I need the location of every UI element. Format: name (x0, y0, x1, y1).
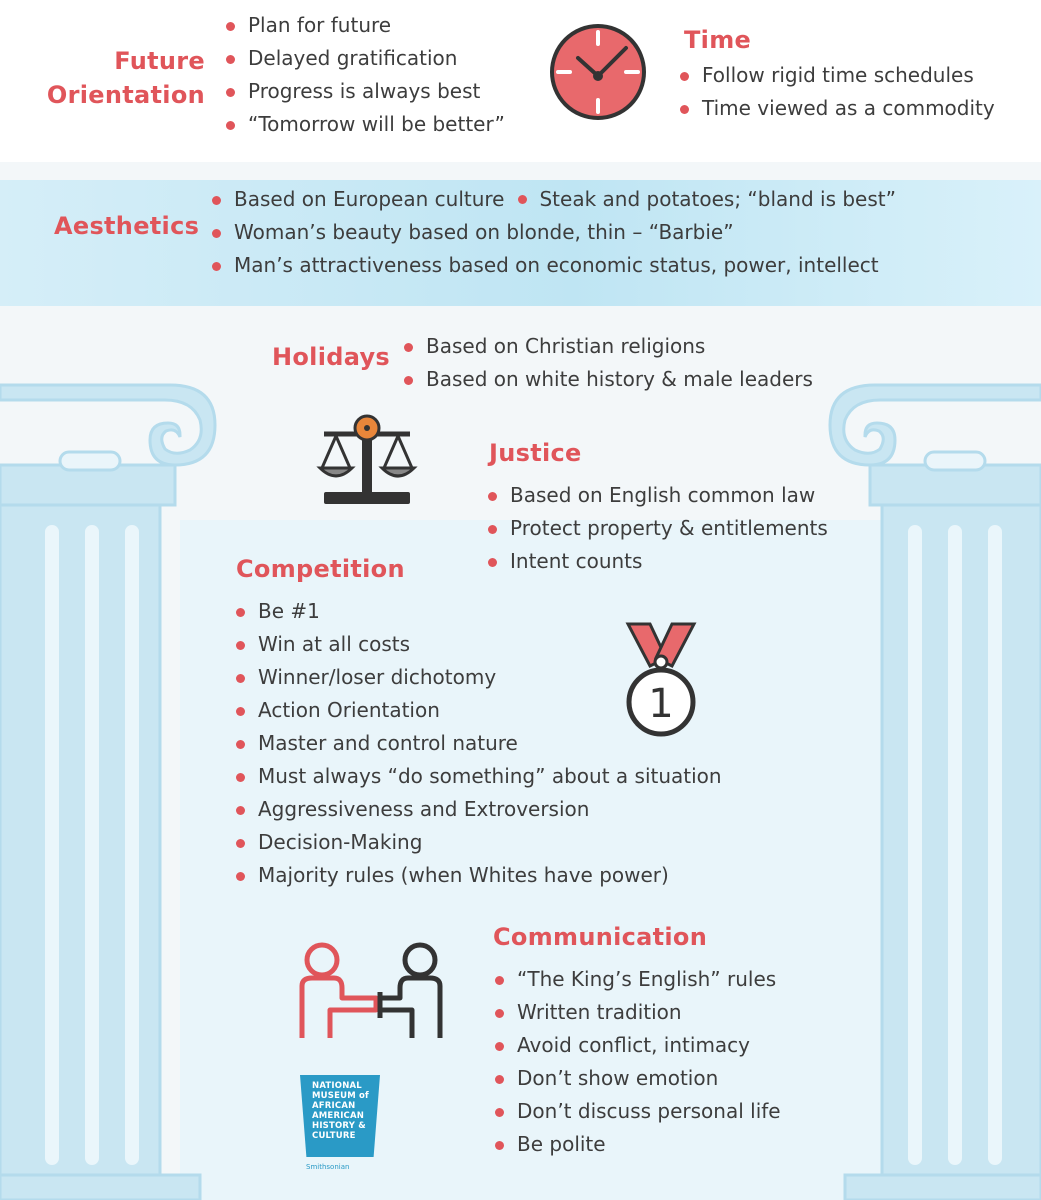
holidays-list (402, 330, 813, 396)
list-item: Based on Christian religions (402, 330, 813, 363)
aesthetics-item-1b: Steak and potatoes; “bland is best” (539, 187, 896, 211)
logo-line: CULTURE (312, 1131, 356, 1141)
communication-list (493, 963, 781, 1161)
list-item: Written tradition (493, 996, 781, 1029)
list-item: Aggressiveness and Extroversion (234, 793, 722, 826)
right-pillar-icon (820, 355, 1041, 1200)
medal-icon (620, 622, 702, 742)
list-item: Majority rules (when Whites have power) (234, 859, 722, 892)
list-item: Intent counts (486, 545, 828, 578)
list-item: Protect property & entitlements (486, 512, 828, 545)
aesthetics-item-1: Based on European culture (234, 187, 505, 211)
aesthetics-list (210, 183, 896, 282)
aesthetics-heading: Aesthetics (54, 212, 200, 240)
list-item: Follow rigid time schedules (678, 59, 995, 92)
future-orientation-title-line2: Orientation (46, 81, 205, 109)
list-item: Plan for future (224, 9, 505, 42)
left-pillar-icon (0, 355, 230, 1200)
list-item: Must always “do something” about a situation (234, 760, 722, 793)
scale-icon (316, 408, 420, 508)
logo-line: HISTORY & (312, 1121, 366, 1131)
list-item: Man’s attractiveness based on economic status, power, intellect (210, 249, 896, 282)
list-item: Be polite (493, 1128, 781, 1161)
logo-line: AFRICAN (312, 1101, 356, 1111)
list-item: Progress is always best (224, 75, 505, 108)
list-item: Woman’s beauty based on blonde, thin – “Barbie” (210, 216, 896, 249)
time-list (678, 59, 995, 125)
list-item: Decision-Making (234, 826, 722, 859)
logo-text (312, 1081, 369, 1141)
museum-logo (300, 1075, 388, 1175)
list-item (210, 183, 896, 216)
list-item: Master and control nature (234, 727, 722, 760)
justice-heading: Justice (489, 439, 582, 467)
future-orientation-list (224, 9, 505, 141)
list-item: Win at all costs (234, 628, 722, 661)
list-item: “The King’s English” rules (493, 963, 781, 996)
list-item: Don’t discuss personal life (493, 1095, 781, 1128)
justice-list (486, 479, 828, 578)
list-item: Based on white history & male leaders (402, 363, 813, 396)
logo-subtext: Smithsonian (306, 1163, 350, 1171)
medal-number: 1 (648, 681, 674, 727)
communication-heading: Communication (493, 923, 708, 951)
logo-line: AMERICAN (312, 1111, 365, 1121)
clock-icon (548, 22, 648, 122)
time-heading: Time (684, 26, 752, 54)
competition-heading: Competition (236, 555, 405, 583)
future-orientation-title-line1: Future (114, 47, 205, 75)
list-item: Winner/loser dichotomy (234, 661, 722, 694)
logo-line: NATIONAL (312, 1081, 362, 1091)
bullet-dot (518, 195, 527, 204)
list-item: Be #1 (234, 595, 722, 628)
list-item: “Tomorrow will be better” (224, 108, 505, 141)
logo-line: MUSEUM of (312, 1091, 369, 1101)
future-orientation-heading (30, 44, 205, 112)
list-item: Don’t show emotion (493, 1062, 781, 1095)
people-exchange-icon (294, 940, 448, 1040)
list-item: Based on English common law (486, 479, 828, 512)
list-item: Avoid conflict, intimacy (493, 1029, 781, 1062)
list-item: Time viewed as a commodity (678, 92, 995, 125)
holidays-heading: Holidays (272, 343, 390, 371)
list-item: Delayed gratification (224, 42, 505, 75)
list-item: Action Orientation (234, 694, 722, 727)
